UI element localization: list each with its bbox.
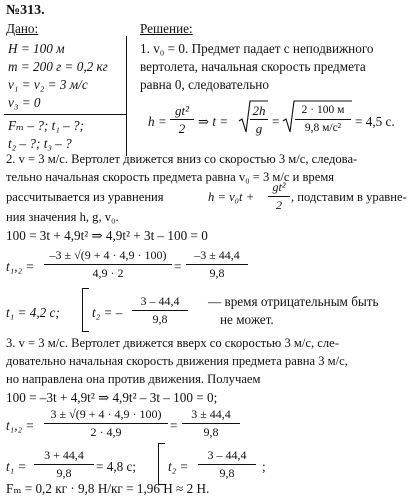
eq3-fraction2 <box>186 248 248 281</box>
eq6-bar2 <box>182 423 240 424</box>
eq8: Fₘ = 0,2 кг · 9,8 Н/кг = 1,96 Н ≈ 2 Н. <box>6 481 210 496</box>
eq1-lhs: h = <box>148 114 167 129</box>
solution-heading: Решение: <box>140 21 193 36</box>
eq7-den2: 9,8 <box>219 466 235 480</box>
eq1-sqrt2-den: 9,8 м/с² <box>304 122 342 134</box>
eq1-sqrt1-den: g <box>255 121 263 136</box>
solution-p1-line2: вертолета, начальная скорость предмета <box>140 59 366 74</box>
eq4-num: 3 – 44,4 <box>140 294 180 308</box>
eq1-frac-bar <box>170 119 194 120</box>
eq7-t1-result: = 4,8 с; <box>96 459 137 474</box>
eq7-t2-lhs: t₂ = <box>168 459 189 474</box>
eq4-note-2: не может. <box>220 312 274 327</box>
eq1-frac-den: 2 <box>178 121 186 136</box>
eq7-den1: 9,8 <box>56 466 72 480</box>
given-line-4: v₃ = 0 <box>8 95 41 110</box>
eq6-fraction <box>44 407 168 440</box>
eq3-num2: –3 ± 44,4 <box>194 248 240 262</box>
eq6-num2: 3 ± 44,4 <box>191 407 231 421</box>
eq7-num1: 3 + 44,4 <box>44 448 84 462</box>
eq1-sqrt1-num: 2h <box>252 103 266 118</box>
eq7-t1-lhs: t₁ = <box>6 459 27 474</box>
eq4-bar <box>132 310 188 311</box>
eq6-lhs: t₁,₂ = <box>6 418 35 433</box>
solution-p3-line1: 3. v = 3 м/с. Вертолет движется вверх со скоростью 3 м/с, сле- <box>6 336 339 350</box>
eq7-fraction2 <box>198 448 256 481</box>
eq4-fraction <box>132 294 188 327</box>
solution-p1-line3: равна 0, следовательно <box>140 77 269 92</box>
find-line-1: Fₘ – ?; t₁ – ?; <box>8 118 85 133</box>
solution-p2-line3-eq: h = v₀t + <box>208 190 255 204</box>
solution-p2-line1: 2. v = 3 м/с. Вертолет движется вниз со скоростью 3 м/с, следова- <box>6 152 358 166</box>
eq3-den: 4,9 · 2 <box>92 266 124 280</box>
given-line-2: m = 200 г = 0,2 кг <box>8 59 108 74</box>
given-line-3: v₁ = v₂ = 3 м/с <box>8 77 88 92</box>
eq1-sqrt2-bar <box>295 119 351 120</box>
eq1-result: = 4,5 с. <box>355 114 395 129</box>
eq7-end: ; <box>262 459 266 474</box>
eq3-fraction <box>44 248 172 281</box>
eq3-bar <box>44 264 172 265</box>
eq3-den2: 9,8 <box>209 266 225 280</box>
eq4-note-1: — время отрицательным быть <box>208 294 379 309</box>
eq6-equals: = <box>170 418 178 433</box>
eq4-t1: t₁ = 4,2 с; <box>6 305 60 320</box>
given-heading: Дано: <box>6 21 39 36</box>
eq7-bracket <box>158 443 165 485</box>
solution-p3-line3: но направлена она против движения. Получаем <box>6 372 261 386</box>
eq3-equals: = <box>174 259 182 274</box>
given-line-1: H = 100 м <box>8 41 65 56</box>
p2-fraction <box>268 180 290 213</box>
p2-frac-bar <box>268 196 290 197</box>
solution-p2-line3b: , подставим в уравне- <box>291 190 407 204</box>
eq6-fraction2 <box>182 407 240 440</box>
eq7-num2: 3 – 44,4 <box>207 448 247 462</box>
eq7-bar2 <box>198 464 256 465</box>
eq3-bar2 <box>186 264 248 265</box>
eq3-num: –3 ± √(9 + 4 · 4,9 · 100) <box>49 248 167 262</box>
solution-p3-line2: довательно начальная скорость движения предмета равна 3 м/с, <box>6 354 348 368</box>
problem-number: №313. <box>6 3 45 18</box>
eq1-frac-num: gt² <box>174 103 189 118</box>
eq6-den2: 9,8 <box>203 425 219 439</box>
eq4-bracket <box>82 288 89 332</box>
eq1-sqrt1-fraction <box>250 103 268 136</box>
solution-p2-line3a: рассчитывается из уравнения <box>6 190 164 204</box>
eq1-sqrt1-bar <box>250 119 268 120</box>
eq4-den: 9,8 <box>152 312 168 326</box>
eq6-den: 2 · 4,9 <box>90 425 122 439</box>
solution-p1-line1: 1. v₀ = 0. Предмет падает с неподвижного <box>140 41 374 56</box>
eq7-fraction1 <box>34 448 94 481</box>
eq1-equals: = <box>272 114 280 129</box>
eq5: 100 = –3t + 4,9t² ⇒ 4,9t² – 3t – 100 = 0; <box>6 390 218 405</box>
eq7-bar1 <box>34 464 94 465</box>
find-line-2: t₂ – ?; t₃ – ? <box>8 136 72 151</box>
solution-p2-line4: ния значения h, g, v₀. <box>6 210 119 224</box>
eq1-sqrt2-fraction <box>295 103 351 136</box>
solution-p2-line2: тельно начальная скорость предмета равна v₀ = 3 м/с и время <box>6 170 335 184</box>
given-vertical-divider <box>126 36 127 156</box>
given-divider <box>4 114 126 115</box>
eq1-sqrt2-num: 2 · 100 м <box>301 104 345 116</box>
eq1-fraction <box>170 103 194 136</box>
eq3-lhs: t₁,₂ = <box>6 259 35 274</box>
p2-frac-num: gt² <box>272 180 286 194</box>
eq1-arrow: ⇒ t = <box>198 114 229 129</box>
eq2: 100 = 3t + 4,9t² ⇒ 4,9t² + 3t – 100 = 0 <box>6 228 208 243</box>
eq6-num: 3 ± √(9 + 4 · 4,9 · 100) <box>50 407 162 421</box>
eq6-bar <box>44 423 168 424</box>
eq4-t2-lhs: t₂ = – <box>92 305 123 320</box>
p2-frac-den: 2 <box>276 198 282 212</box>
